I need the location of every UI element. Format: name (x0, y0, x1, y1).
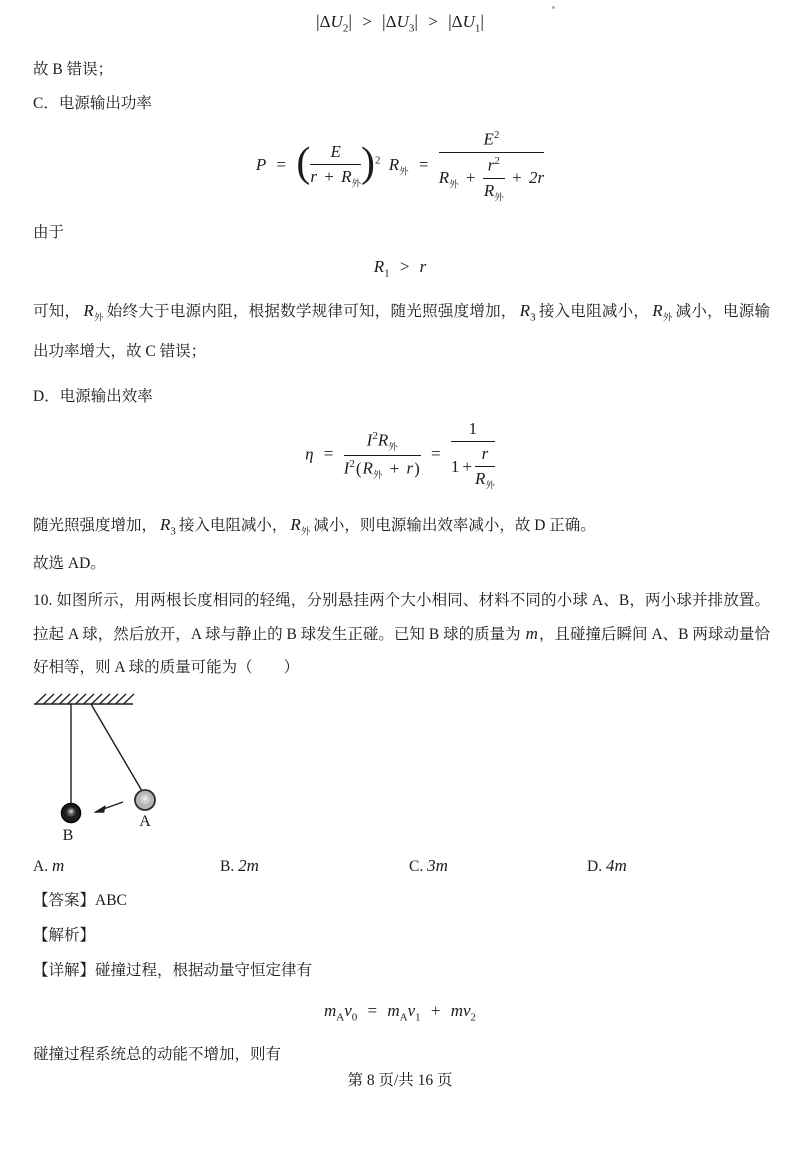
detail-line: 【详解】碰撞过程，根据动量守恒定律有 (33, 962, 313, 979)
formula-output-power: P = ( $\frac{E}{r + R_外}$ )$^2$ $R_外$ = $E^2$ $R_外$ + $\frac{r^2}{R_外}$ + 2r (255, 129, 545, 203)
math-r-wai: $R_外$ (652, 301, 673, 324)
math-r3: $R_3$ (160, 515, 176, 538)
line-final-answer-9: 故选 AD。 (33, 555, 106, 572)
footer-page-number: 第 8 页/共 16 页 (347, 1072, 453, 1089)
right-paren: ) (361, 140, 375, 187)
ball-b-label: B (62, 827, 74, 844)
question-10-stem: 10. 如图所示，用两根长度相同的轻绳，分别悬挂两个大小相同、材料不同的小球 A、B，两小球并排放置。拉起 A 球，然后放开，A 球与静止的 B 球发生正碰。已知 B 球的质量为 m，且碰撞后瞬间 A、B 两球动量恰好相等，则 A 球的质量可能为（ ） (33, 592, 770, 676)
formula-r1-gt-r: $R_1 > r$ (373, 257, 427, 280)
paragraph-d-explanation: 随光照强度增加， $R_3$ 接入电阻减小， $R_外$ 减小，则电源输出效率减小，故 D 正确。 (33, 515, 596, 538)
print-speck (552, 6, 555, 9)
formula-delta-u-compare: $|\Delta U_2| > |\Delta U_3| > |\Delta U_1|$ (316, 11, 484, 35)
line-c-heading: C．电源输出功率 (33, 95, 152, 112)
line-kinetic-energy: 碰撞过程系统总的动能不增加，则有 (33, 1046, 282, 1063)
answer-line: 【答案】ABC (33, 892, 127, 909)
line-youyu: 由于 (33, 224, 65, 241)
formula-efficiency: η = $\frac{I^2R_外}{I^2(R_外 + r)}$ = 1 1 + $\frac{r}{R_外}$ (305, 419, 495, 492)
math-m: m (525, 624, 538, 643)
pendulum-figure (30, 693, 180, 851)
ceiling-hatch (36, 694, 134, 704)
ball-a-label: A (139, 813, 151, 830)
analysis-line: 【解析】 (33, 927, 96, 944)
ball-a (135, 790, 155, 810)
option-d: D. 4m (587, 856, 627, 875)
math-r3: $R_3$ (519, 301, 536, 324)
answer-value: ABC (95, 892, 127, 909)
option-a: A. m (33, 856, 65, 875)
line-b-wrong: 故 B 错误； (33, 61, 114, 78)
paragraph-c-explanation: 可知， $R_外$ 始终大于电源内阻，根据数学规律可知，随光照强度增加， $R_3$ 接入电阻减小， $R_外$ 减小，电源输出功率增大，故 C 错误； (33, 301, 770, 361)
velocity-arrow (94, 802, 123, 813)
math-r-wai: $R_外$ (83, 301, 104, 324)
formula-momentum: $m_Av_0 = m_Av_1 + mv_2$ (323, 1001, 477, 1024)
options-row (0, 856, 800, 880)
string-a (91, 704, 142, 791)
line-d-heading: D．电源输出效率 (33, 388, 153, 405)
math-r-wai: $R_外$ (290, 515, 311, 538)
left-paren: ( (296, 140, 311, 187)
option-c: C. 3m (409, 856, 448, 875)
ball-b (62, 804, 81, 823)
option-b: B. 2m (220, 856, 259, 875)
